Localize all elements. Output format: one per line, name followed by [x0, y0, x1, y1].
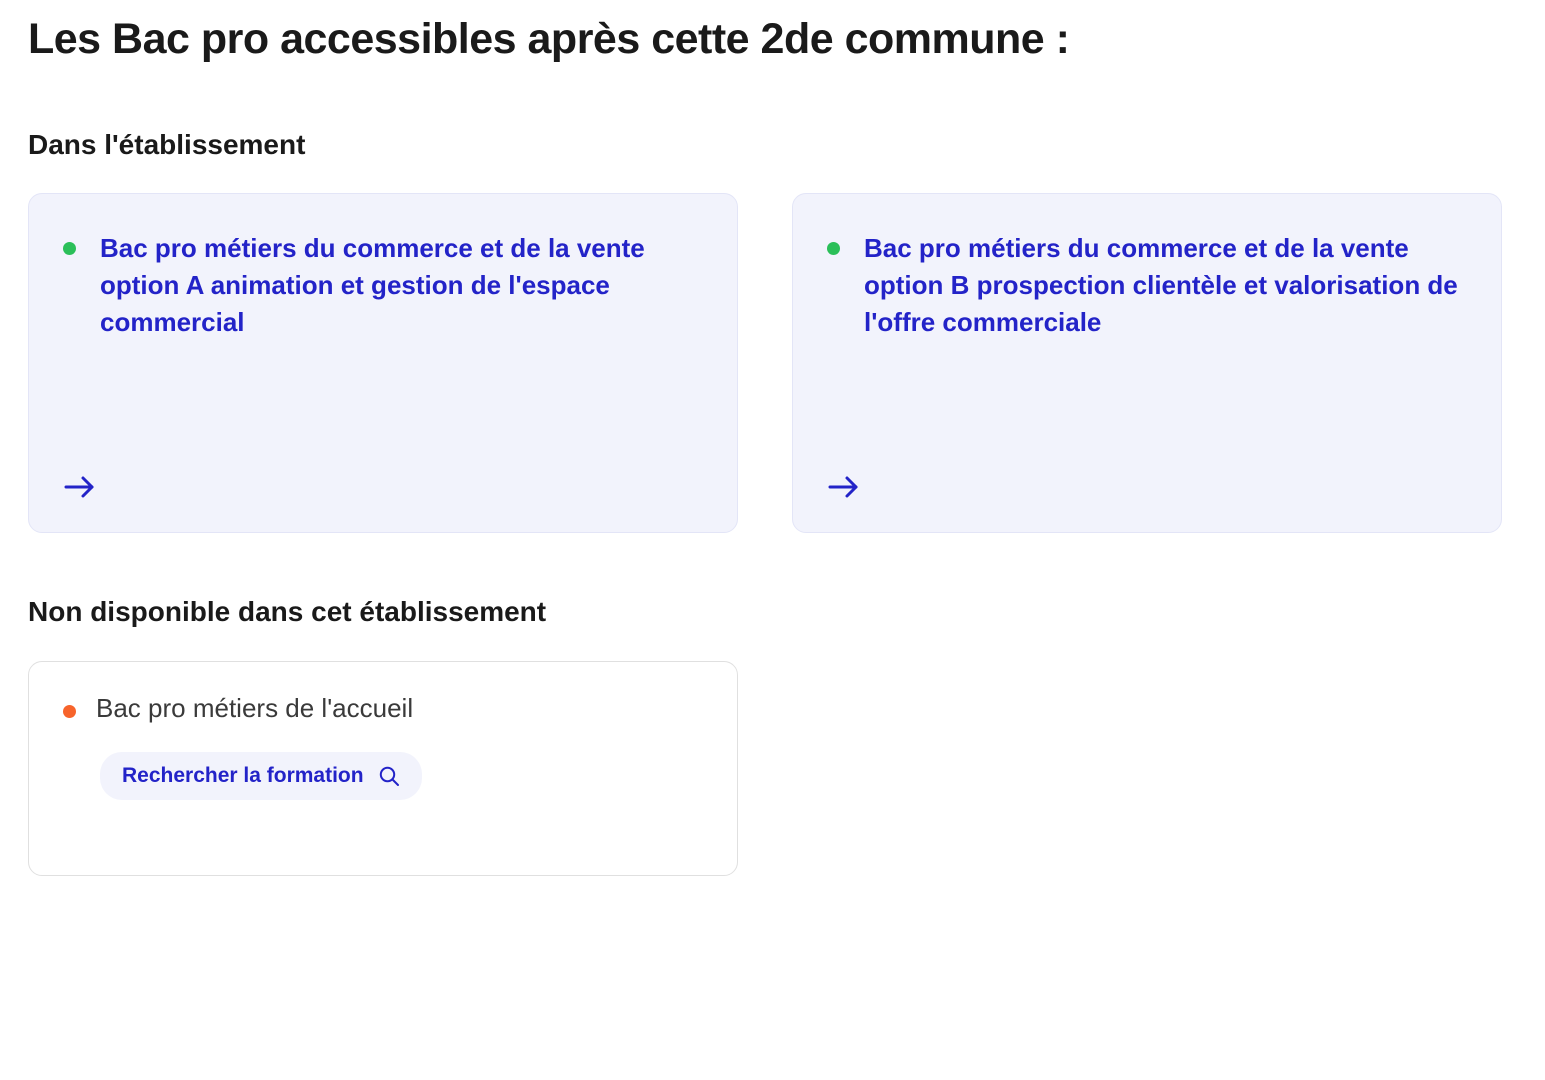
card-body	[63, 230, 703, 341]
formation-card-available-2[interactable]	[792, 193, 1502, 533]
card-body	[63, 692, 703, 726]
formation-title-text: Bac pro métiers de l'accueil	[96, 692, 414, 723]
section-heading-not-available: Non disponible dans cet établissement	[28, 596, 547, 628]
formation-card-available-1[interactable]	[28, 193, 738, 533]
card-body	[827, 230, 1467, 341]
formation-title-link[interactable]: Bac pro métiers du commerce et de la vente option A animation et gestion de l'espace commercial	[100, 233, 645, 337]
unavailable-cards-row	[28, 661, 1517, 876]
search-formation-label: Rechercher la formation	[122, 763, 364, 787]
arrow-right-icon[interactable]	[827, 472, 861, 502]
status-bullet-available-icon	[63, 242, 76, 255]
search-icon	[378, 765, 400, 787]
formation-title-link[interactable]: Bac pro métiers du commerce et de la vente option B prospection clientèle et valorisation de l'offre commerciale	[864, 233, 1458, 337]
section-heading-in-school: Dans l'établissement	[28, 128, 306, 160]
status-bullet-available-icon	[827, 242, 840, 255]
status-bullet-unavailable-icon	[63, 705, 76, 718]
available-cards-row	[28, 193, 1517, 533]
arrow-right-icon[interactable]	[63, 472, 97, 502]
formation-card-unavailable-1	[28, 661, 738, 876]
search-formation-button[interactable]	[100, 752, 422, 800]
page-title: Les Bac pro accessibles après cette 2de commune :	[28, 15, 1070, 63]
